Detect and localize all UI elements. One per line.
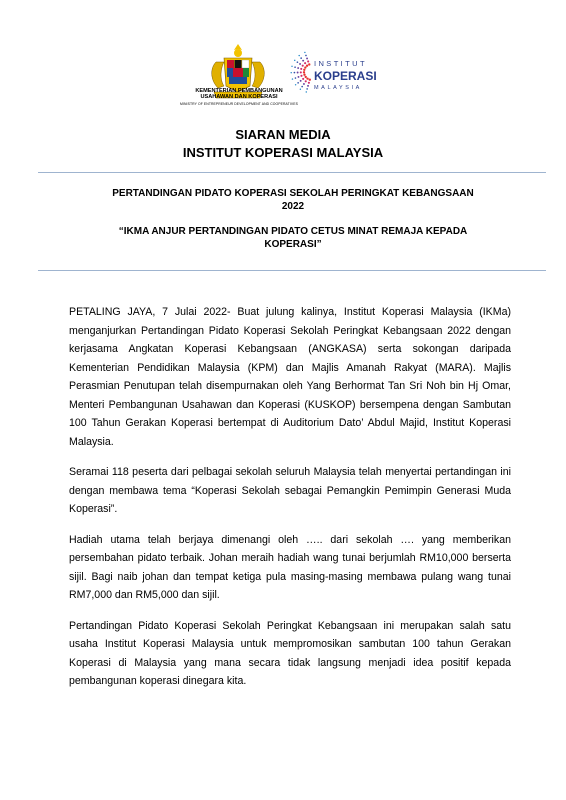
event-title-line1: PERTANDINGAN PIDATO KOPERASI SEKOLAH PERINGKAT KEBANGSAAN bbox=[112, 188, 474, 199]
divider-bottom bbox=[38, 270, 546, 271]
headline-quote-line1: “IKMA ANJUR PERTANDINGAN PIDATO CETUS MINAT REMAJA KEPADA bbox=[118, 226, 468, 237]
ministry-name-line2: USAHAWAN DAN KOPERASI bbox=[200, 94, 278, 101]
paragraph: Seramai 118 peserta dari pelbagai sekolah seluruh Malaysia telah menyertai pertandingan ini dengan membawa tema “Koperasi Sekolah sebagai Pemangkin Pemimpin Generasi Muda Koperasi”. bbox=[69, 466, 511, 515]
paragraph: PETALING JAYA, 7 Julai 2022- Buat julung kalinya, Institut Koperasi Malaysia (IKMa) menganjurkan Pertandingan Pidato Koperasi Sekolah Peringkat Kebangsaan 2022 dengan kerjasama Angkatan Koperasi Kebangsaan (ANGKASA) serta sokongan daripada Kementerian Pendidikan Malaysia (KPM) dan Majlis Amanah Rakyat (MARA). Majlis Perasmian Penutupan telah disempurnakan oleh Yang Berhormat Tan Sri Noh bin Hj Omar, Menteri Pembangunan Usahawan dan Koperasi (KUSKOP) bersempena dengan Sambutan 100 Tahun Gerakan Koperasi bertempat di Auditorium Dato’ Abdul Majid, Institut Koperasi Malaysia. bbox=[69, 306, 511, 448]
headline-quote-line2: KOPERASI” bbox=[264, 239, 322, 250]
page-title: SIARAN MEDIA bbox=[235, 127, 331, 142]
event-title bbox=[60, 187, 526, 213]
logo-area bbox=[0, 42, 566, 112]
ministry-name-line1: KEMENTERIAN PEMBANGUNAN bbox=[195, 88, 283, 94]
event-title-line2: 2022 bbox=[281, 201, 305, 212]
paragraph: Hadiah utama telah berjaya dimenangi oleh ….. dari sekolah …. yang memberikan persembahan pidato terbaik. Johan meraih hadiah wang tunai berjumlah RM10,000 berserta sijil. Bagi naib johan dan tempat ketiga pula masing-masing membawa pulang wang tunai RM7,000 dan RM5,000 dan sijil. bbox=[69, 533, 511, 601]
divider-top bbox=[38, 172, 546, 173]
article-body bbox=[69, 303, 511, 703]
ikma-logo-line1: INSTITUT bbox=[314, 59, 367, 68]
ikma-logo-line2: KOPERASI bbox=[314, 69, 377, 83]
paragraph: Pertandingan Pidato Koperasi Sekolah Peringkat Kebangsaan ini merupakan salah satu usaha Institut Koperasi Malaysia untuk mempromosikan sambutan 100 tahun Gerakan Koperasi di Malaysia yang mana secara tidak langsung menjadi idea positif kepada pembangunan koperasi dinegara kita. bbox=[69, 619, 511, 687]
ministry-name bbox=[179, 88, 299, 107]
press-release-header bbox=[0, 126, 566, 162]
ikma-logo-line3: MALAYSIA bbox=[314, 85, 362, 91]
page-subtitle: INSTITUT KOPERASI MALAYSIA bbox=[182, 145, 384, 160]
ikma-logo-icon bbox=[290, 46, 388, 106]
ministry-name-english: MINISTRY OF ENTREPRENEUR DEVELOPMENT AND COOPERATIVES bbox=[180, 101, 298, 106]
headline-quote bbox=[60, 225, 526, 251]
